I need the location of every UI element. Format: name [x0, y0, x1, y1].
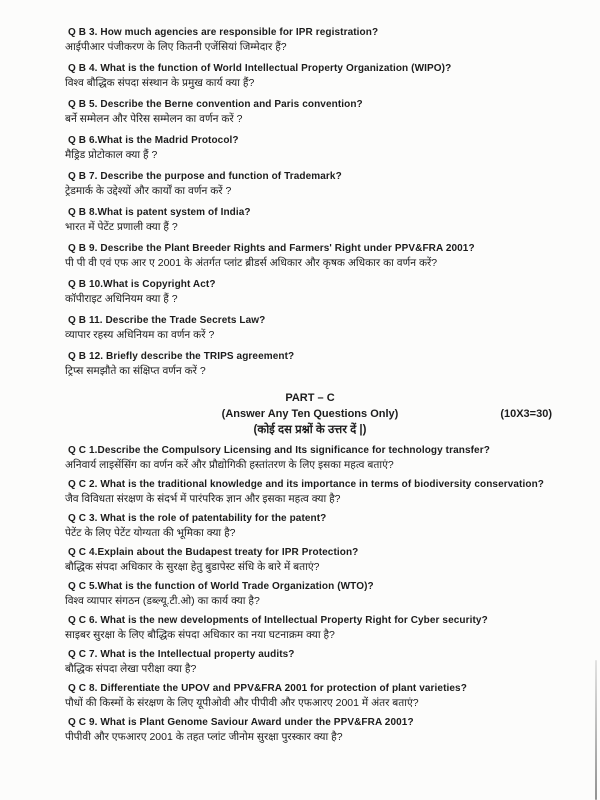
question-text-hindi: आईपीआर पंजीकरण के लिए कितनी एजेंसियां जिम्मेदार हैं? — [65, 41, 287, 53]
part-c-question-list — [65, 444, 580, 744]
part-c-instruction-hindi: (कोई दस प्रश्नों के उत्तर दें |) — [253, 424, 367, 436]
question-text-english: Q B 9. Describe the Plant Breeder Rights and Farmers' Right under PPV&FRA 2001? — [68, 243, 475, 254]
question-text-english: Q B 4. What is the function of World Intellectual Property Organization (WIPO)? — [68, 63, 452, 74]
question-item — [65, 98, 580, 126]
question-text-hindi: बौद्धिक संपदा अधिकार के सुरक्षा हेतु बुडापेस्ट संधि के बारे में बताएं? — [65, 561, 320, 573]
question-item — [65, 614, 580, 642]
question-text-hindi: विश्व व्यापार संगठन (डब्ल्यू.टी.ओ) का कार्य क्या है? — [65, 595, 260, 607]
exam-paper-content — [65, 26, 580, 744]
question-text-english: Q C 5.What is the function of World Trade Organization (WTO)? — [68, 581, 374, 592]
question-text-hindi: पेटेंट के लिए पेटेंट योग्यता की भूमिका क्या है? — [65, 527, 236, 539]
question-text-hindi: जैव विविधता संरक्षण के संदर्भ में पारंपरिक ज्ञान और इसका महत्व क्या है? — [65, 493, 341, 505]
question-item — [65, 478, 580, 506]
question-text-english: Q B 8.What is patent system of India? — [68, 207, 251, 218]
question-text-hindi: साइबर सुरक्षा के लिए बौद्धिक संपदा अधिकार का नया घटनाक्रम क्या है? — [65, 629, 335, 641]
question-text-hindi: बर्ने सम्मेलन और पेरिस सम्मेलन का वर्णन करें ? — [65, 113, 243, 125]
question-text-hindi: पीपीवी और एफआरए 2001 के तहत प्लांट जीनोम सुरक्षा पुरस्कार क्या है? — [65, 731, 343, 743]
part-c-title: PART – C — [285, 392, 335, 404]
question-item — [65, 242, 580, 270]
question-text-hindi: अनिवार्य लाइसेंसिंग का वर्णन करें और प्रौद्योगिकी हस्तांतरण के लिए इसका महत्व बताएं? — [65, 459, 394, 471]
question-text-english: Q B 12. Briefly describe the TRIPS agreement? — [68, 351, 295, 362]
question-text-hindi: पौधों की किस्मों के संरक्षण के लिए यूपीओवी और पीपीवी और एफआरए 2001 में अंतर बताएं? — [65, 697, 419, 709]
question-text-english: Q C 8. Differentiate the UPOV and PPV&FRA 2001 for protection of plant varieties? — [68, 683, 467, 694]
question-text-english: Q B 3. How much agencies are responsible for IPR registration? — [68, 27, 379, 38]
question-text-hindi: ट्रिप्स समझौते का संक्षिप्त वर्णन करें ? — [65, 365, 206, 377]
question-item — [65, 314, 580, 342]
part-c-instruction-english: (Answer Any Ten Questions Only) — [221, 408, 399, 420]
question-text-hindi: बौद्धिक संपदा लेखा परीक्षा क्या है? — [65, 663, 197, 675]
question-item — [65, 278, 580, 306]
question-text-hindi: व्यापार रहस्य अधिनियम का वर्णन करें ? — [65, 329, 215, 341]
question-item — [65, 206, 580, 234]
question-item — [65, 170, 580, 198]
question-text-english: Q C 6. What is the new developments of Intellectual Property Right for Cyber security? — [68, 615, 488, 626]
question-text-hindi: विश्व बौद्धिक संपदा संस्थान के प्रमुख कार्य क्या हैं? — [65, 77, 255, 89]
question-item — [65, 444, 580, 472]
question-item — [65, 716, 580, 744]
question-text-hindi: ट्रेडमार्क के उद्देश्यों और कार्यों का वर्णन करें ? — [65, 185, 232, 197]
question-item — [65, 62, 580, 90]
question-text-hindi: मैड्रिड प्रोटोकाल क्या हैं ? — [65, 149, 158, 161]
part-c-marks-scheme: (10X3=30) — [500, 408, 552, 420]
question-text-english: Q B 6.What is the Madrid Protocol? — [68, 135, 239, 146]
question-text-hindi: पी पी वी एवं एफ आर ए 2001 के अंतर्गत प्लांट ब्रीडर्स अधिकार और कृषक अधिकार का वर्णन करें? — [65, 257, 438, 269]
question-text-english: Q C 7. What is the Intellectual property audits? — [68, 649, 295, 660]
part-b-question-list — [65, 26, 580, 378]
question-text-english: Q C 1.Describe the Compulsory Licensing and Its significance for technology transfer? — [68, 445, 490, 456]
question-item — [65, 134, 580, 162]
part-c-header — [54, 390, 566, 438]
question-item — [65, 682, 580, 710]
question-text-english: Q B 7. Describe the purpose and function of Trademark? — [68, 171, 342, 182]
question-text-english: Q C 2. What is the traditional knowledge and its importance in terms of biodiversity conservation? — [68, 479, 544, 490]
question-item — [65, 580, 580, 608]
question-text-hindi: कॉपीराइट अधिनियम क्या हैं ? — [65, 293, 178, 305]
question-item — [65, 648, 580, 676]
question-text-english: Q C 3. What is the role of patentability for the patent? — [68, 513, 327, 524]
question-text-english: Q C 9. What is Plant Genome Saviour Award under the PPV&FRA 2001? — [68, 717, 414, 728]
scan-edge-artifact — [595, 660, 597, 800]
question-text-english: Q C 4.Explain about the Budapest treaty for IPR Protection? — [68, 547, 359, 558]
question-text-hindi: भारत में पेटेंट प्रणाली क्या हैं ? — [65, 221, 178, 233]
question-item — [65, 512, 580, 540]
part-c-answer-row — [54, 406, 566, 422]
question-item — [65, 26, 580, 54]
question-text-english: Q B 10.What is Copyright Act? — [68, 279, 216, 290]
question-text-english: Q B 11. Describe the Trade Secrets Law? — [68, 315, 266, 326]
question-item — [65, 546, 580, 574]
question-item — [65, 350, 580, 378]
question-text-english: Q B 5. Describe the Berne convention and Paris convention? — [68, 99, 363, 110]
